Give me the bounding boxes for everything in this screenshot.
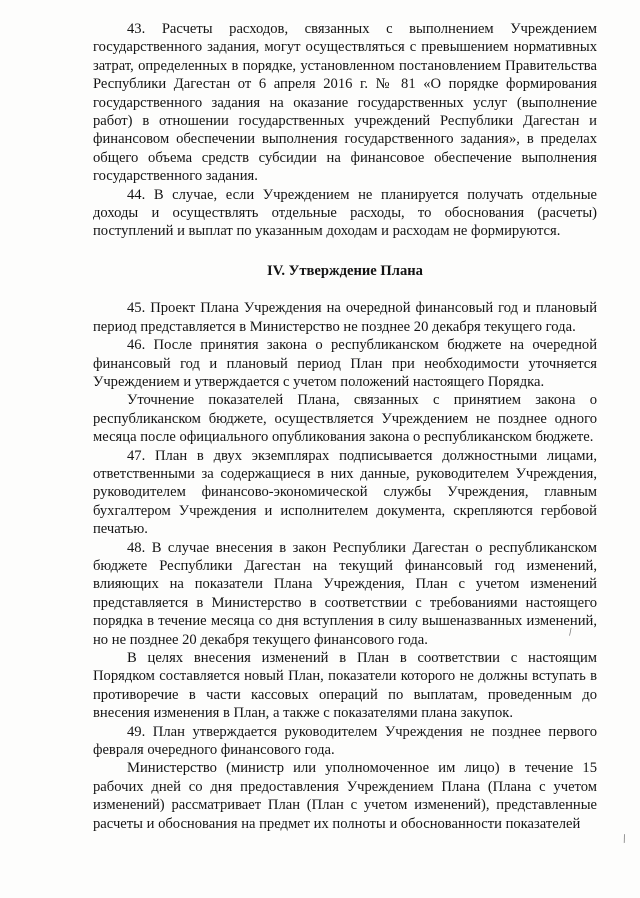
- paragraph-45: 45. Проект Плана Учреждения на очередной финансовый год и плановый период представляется в Министерство не позднее 20 декабря текущего года.: [93, 300, 597, 335]
- paragraph-44: 44. В случае, если Учреждением не планируется получать отдельные доходы и осуществлять отдельные расходы, то обоснования (расчеты) поступлений и выплат по указанным доходам и расходам не формируются.: [93, 186, 597, 240]
- document-body: [93, 20, 597, 833]
- paragraph-46-clarification: Уточнение показателей Плана, связанных с принятием закона о республиканском бюджете, осуществляется Учреждением не позднее одного месяца после официального опубликования закона о республиканском бюджете.: [93, 392, 597, 446]
- paragraph-43: 43. Расчеты расходов, связанных с выполнением Учреждением государственного задания, могут осуществляться с превышением нормативных затрат, определенных в порядке, установленном постановлением Правительства Республики Дагестан от 6 апреля 2016 г. № 81 «О порядке формирования государственного задания на оказание государственных услуг (выполнение работ) в отношении государственных учреждений Республики Дагестан и финансовом обеспечении выполнения государственного задания», в пределах общего объема средств субсидии на финансовое обеспечение выполнения государственного задания.: [93, 21, 597, 185]
- scan-speck: ⁄: [621, 834, 629, 845]
- paragraph-47: 47. План в двух экземплярах подписывается должностными лицами, ответственными за содержащиеся в них данные, руководителем Учреждения, руководителем финансово-экономической службы Учреждения, главным бухгалтером Учреждения и исполнителем документа, скрепляются гербовой печатью.: [93, 447, 597, 538]
- paragraph-48-changes: В целях внесения изменений в План в соответствии с настоящим Порядком составляется новый План, показатели которого не должны вступать в противоречие в части кассовых операций по выплатам, проведенным до внесения изменения в План, а также с показателями плана закупок.: [93, 650, 597, 722]
- section-heading: IV. Утверждение Плана: [267, 262, 423, 279]
- paragraph-46: 46. После принятия закона о республиканском бюджете на очередной финансовый год и плановый период План при необходимости уточняется Учреждением и утверждается с учетом положений настоящего Порядка.: [93, 337, 597, 390]
- scan-speck: ⁄: [568, 628, 574, 638]
- paragraph-49: 49. План утверждается руководителем Учреждения не позднее первого февраля очередного финансового года.: [93, 723, 597, 759]
- paragraph-49-review: Министерство (министр или уполномоченное им лицо) в течение 15 рабочих дней со дня предоставления Учреждением Плана (Плана с учетом изменений) рассматривает План (План с учетом изменений), представленные расчеты и обоснования на предмет их полноты и обоснованности показателей: [93, 760, 597, 832]
- paragraph-48: 48. В случае внесения в закон Республики Дагестан о республиканском бюджете Республики Дагестан на текущий финансовый год изменений, влияющих на показатели Плана Учреждения, План с учетом изменений представляется в Министерство в соответствии с требованиями настоящего порядка в течение месяца со дня вступления в силу вышеназванных изменений, но не позднее 20 декабря текущего финансового года.: [93, 539, 597, 648]
